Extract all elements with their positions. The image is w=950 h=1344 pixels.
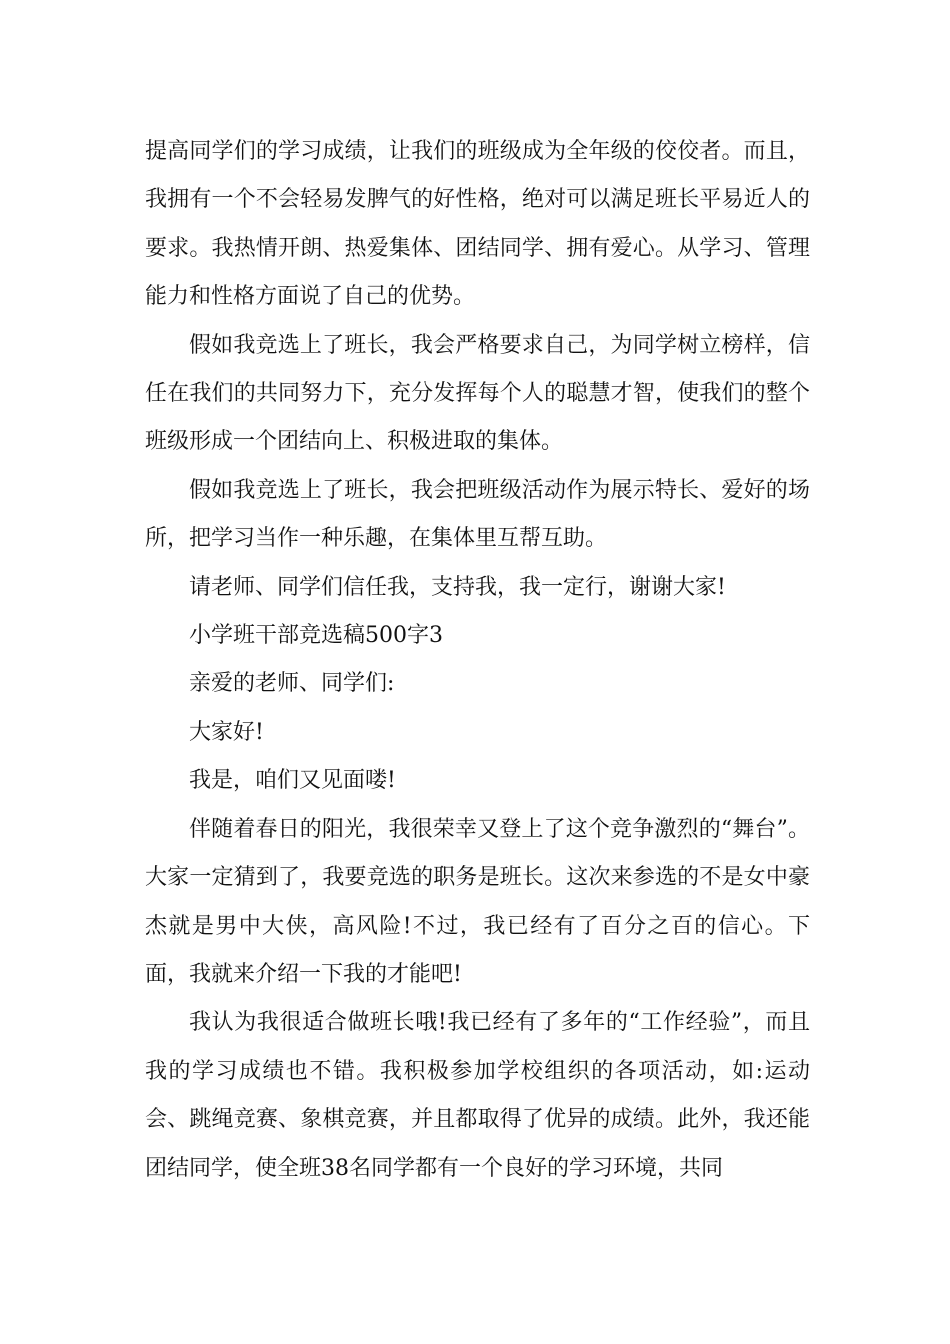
paragraph-3: 假如我竞选上了班长，我会把班级活动作为展示特长、爱好的场所，把学习当作一种乐趣，在集体里互帮互助。: [145, 477, 810, 552]
section-heading: 小学班干部竞选稿500字3: [189, 623, 443, 649]
paragraph-2: 假如我竞选上了班长，我会严格要求自己，为同学树立榜样，信任在我们的共同努力下，充分发挥每个人的聪慧才智，使我们的整个班级形成一个团结向上、积极进取的集体。: [145, 332, 810, 455]
salutation: 亲爱的老师、同学们:: [189, 671, 395, 697]
paragraph-1: 提高同学们的学习成绩，让我们的班级成为全年级的佼佼者。而且，我拥有一个不会轻易发脾气的好性格，绝对可以满足班长平易近人的要求。我热情开朗、热爱集体、团结同学、拥有爱心。从学习、管理能力和性格方面说了自己的优势。: [145, 139, 810, 310]
greeting: 大家好!: [189, 719, 264, 745]
paragraph-10: 我认为我很适合做班长哦!我已经有了多年的“工作经验”，而且我的学习成绩也不错。我积极参加学校组织的各项活动，如:运动会、跳绳竞赛、象棋竞赛，并且都取得了优异的成绩。此外，我还能团结同学，使全班38名同学都有一个良好的学习环境，共同: [145, 1010, 810, 1181]
paragraph-8: 我是，咱们又见面喽!: [189, 768, 396, 794]
paragraph-4: 请老师、同学们信任我，支持我，我一定行，谢谢大家!: [189, 574, 726, 600]
body-text: [145, 128, 810, 1193]
paragraph-9: 伴随着春日的阳光，我很荣幸又登上了这个竞争激烈的“舞台”。大家一定猜到了，我要竞选的职务是班长。这次来参选的不是女中豪杰就是男中大侠，高风险!不过，我已经有了百分之百的信心。下面，我就来介绍一下我的才能吧!: [145, 816, 810, 987]
